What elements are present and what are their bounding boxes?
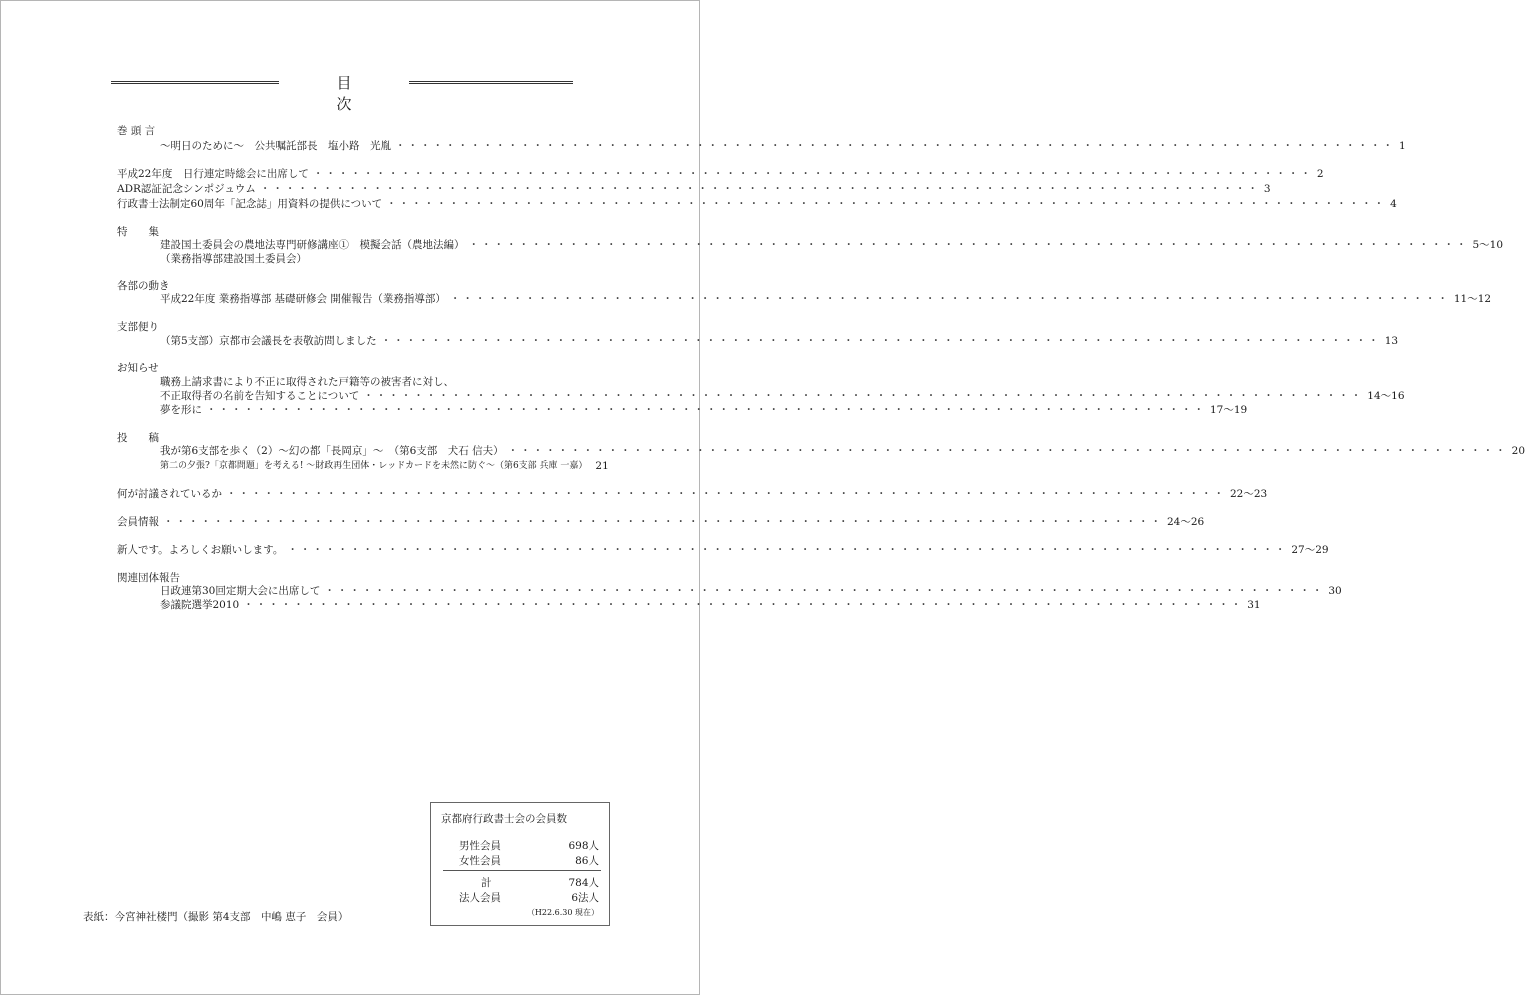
section-heading: 各部の動き (117, 280, 170, 292)
entry-title: 参議院選挙2010 (160, 599, 240, 611)
entry-title: 夢を形に (160, 404, 202, 416)
member-value: 86人 (575, 855, 599, 867)
toc-entry[interactable] (160, 444, 1525, 458)
dot-leader: ・・・・・・・・・・・・・・・・・・・・・・・・・・・・・・・・・・・・・・・・・・・・・・・・・・・・・・・・・・・・・・・・・・・・・・・・・・・・・・・・ (312, 168, 1313, 180)
dot-leader: ・・・・・・・・・・・・・・・・・・・・・・・・・・・・・・・・・・・・・・・・・・・・・・・・・・・・・・・・・・・・・・・・・・・・・・・・・・・・・・・・ (226, 488, 1226, 500)
member-divider (443, 870, 601, 871)
dot-leader: ・・・・・・・・・・・・・・・・・・・・・・・・・・・・・・・・・・・・・・・・・・・・・・・・・・・・・・・・・・・・・・・・・・・・・・・・・・・・・・・・ (449, 293, 1450, 305)
toc-title-row (111, 72, 573, 113)
entry-title: （第5支部）京都市会議長を表敬訪問しました (160, 335, 377, 347)
member-label: 男性会員 (459, 840, 501, 852)
entry-title: 会員情報 (117, 516, 159, 528)
toc-entry[interactable] (117, 197, 1397, 211)
entry-page: 13 (1384, 335, 1399, 347)
toc-entry[interactable] (160, 403, 1248, 417)
toc-entry[interactable] (160, 292, 1492, 306)
entry-page: 4 (1390, 198, 1397, 210)
member-count-box (430, 802, 610, 926)
entry-page: 30 (1328, 585, 1342, 597)
dot-leader: ・・・・・・・・・・・・・・・・・・・・・・・・・・・・・・・・・・・・・・・・・・・・・・・・・・・・・・・・・・・・・・・・・・・・・・・・・・・・・・・・ (395, 140, 1395, 152)
member-value: 784人 (568, 877, 599, 889)
dot-leader: ・・・・・・・・・・・・・・・・・・・・・・・・・・・・・・・・・・・・・・・・・・・・・・・・・・・・・・・・・・・・・・・・・・・・・・・・・・・・・・・・ (206, 404, 1206, 416)
member-row-corp (459, 890, 599, 905)
section-heading: 投 稿 (117, 432, 159, 444)
member-note: （H22.6.30 現在） (526, 908, 599, 917)
entry-title: 何が討議されているか (117, 488, 222, 500)
entry-title: 行政書士法制定60周年「記念誌」用資料の提供について (117, 198, 383, 210)
cover-caption: 表紙：今宮神社楼門（撮影 第4支部 中嶋 恵子 会員） (83, 911, 349, 923)
entry-title: 第二の夕張?「京都問題」を考える! ～財政再生団体・レッドカードを未然に防ぐ～（第6支部 兵庫 一嘉） (160, 461, 588, 471)
toc-entry[interactable] (160, 389, 1405, 403)
section-heading: 特 集 (117, 226, 159, 238)
toc-entry[interactable] (160, 334, 1399, 348)
entry-title: 建設国土委員会の農地法専門研修講座① 模擬会話（農地法編） (160, 239, 465, 251)
member-label: 計 (481, 877, 492, 889)
member-value: 6法人 (571, 892, 599, 904)
member-row-female (459, 853, 599, 868)
section-heading: 関連団体報告 (117, 572, 180, 584)
dot-leader: ・・・・・・・・・・・・・・・・・・・・・・・・・・・・・・・・・・・・・・・・・・・・・・・・・・・・・・・・・・・・・・・・・・・・・・・・・・・・・・・・ (468, 239, 1469, 251)
member-row-male (459, 838, 599, 853)
member-box-title: 京都府行政書士会の会員数 (441, 813, 567, 825)
entry-page: 1 (1399, 140, 1406, 152)
toc-entry[interactable] (160, 238, 1504, 252)
title-rule-left (111, 81, 279, 84)
entry-title: 平成22年度 業務指導部 基礎研修会 開催報告（業務指導部） (160, 293, 446, 305)
entry-title: ADR認証記念シンポジュウム (117, 183, 256, 195)
dot-leader: ・・・・・・・・・・・・・・・・・・・・・・・・・・・・・・・・・・・・・・・・・・・・・・・・・・・・・・・・・・・・・・・・・・・・・・・・・・・・・・・・ (287, 544, 1288, 556)
dot-leader: ・・・・・・・・・・・・・・・・・・・・・・・・・・・・・・・・・・・・・・・・・・・・・・・・・・・・・・・・・・・・・・・・・・・・・・・・・・・・・・・・ (386, 198, 1387, 210)
entry-title: 平成22年度 日行連定時総会に出席して (117, 168, 309, 180)
dot-leader: ・・・・・・・・・・・・・・・・・・・・・・・・・・・・・・・・・・・・・・・・・・・・・・・・・・・・・・・・・・・・・・・・・・・・・・・・・・・・・・・・ (324, 585, 1325, 597)
dot-leader: ・・・・・・・・・・・・・・・・・・・・・・・・・・・・・・・・・・・・・・・・・・・・・・・・・・・・・・・・・・・・・・・・・・・・・・・・・・・・・・・・ (259, 183, 1260, 195)
toc-entry[interactable] (117, 182, 1271, 196)
toc-entry[interactable] (160, 139, 1406, 153)
entry-subtitle: （業務指導部建設国土委員会） (160, 253, 307, 265)
entry-page: 20 (1511, 445, 1525, 457)
dot-leader: ・・・・・・・・・・・・・・・・・・・・・・・・・・・・・・・・・・・・・・・・・・・・・・・・・・・・・・・・・・・・・・・・・・・・・・・・・・・・・・・・ (507, 445, 1508, 457)
dot-leader: ・・・・・・・・・・・・・・・・・・・・・・・・・・・・・・・・・・・・・・・・・・・・・・・・・・・・・・・・・・・・・・・・・・・・・・・・・・・・・・・・ (363, 390, 1364, 402)
member-label: 女性会員 (459, 855, 501, 867)
section-heading: 支部便り (117, 321, 159, 333)
entry-page: 14～16 (1367, 390, 1405, 402)
entry-page: 24～26 (1167, 516, 1205, 528)
toc-title: 目 次 (336, 74, 463, 113)
entry-page: 22～23 (1230, 488, 1268, 500)
dot-leader: ・・・・・・・・・・・・・・・・・・・・・・・・・・・・・・・・・・・・・・・・・・・・・・・・・・・・・・・・・・・・・・・・・・・・・・・・・・・・・・・・ (163, 516, 1163, 528)
title-rule-right (409, 81, 573, 84)
toc-entry[interactable] (160, 459, 609, 473)
entry-page: 3 (1263, 183, 1271, 195)
toc-entry[interactable] (160, 598, 1261, 612)
toc-entry[interactable] (117, 515, 1205, 529)
entry-page: 2 (1316, 168, 1324, 180)
entry-title: 我が第6支部を歩く（2）～幻の都「長岡京」～ （第6支部 犬石 信夫） (160, 445, 504, 457)
entry-title: 日政連第30回定期大会に出席して (160, 585, 321, 597)
entry-page: 31 (1247, 599, 1261, 611)
member-row-total (459, 875, 599, 890)
section-heading: お知らせ (117, 362, 159, 374)
member-label: 法人会員 (459, 892, 501, 904)
entry-title: ～明日のために～ 公共嘱託部長 塩小路 光胤 (160, 140, 391, 152)
entry-page: 21 (595, 460, 609, 472)
toc-entry[interactable] (117, 543, 1329, 557)
entry-page: 17～19 (1210, 404, 1248, 416)
dot-leader: ・・・・・・・・・・・・・・・・・・・・・・・・・・・・・・・・・・・・・・・・・・・・・・・・・・・・・・・・・・・・・・・・・・・・・・・・・・・・・・・・ (380, 335, 1381, 347)
entry-page: 11～12 (1453, 293, 1492, 305)
entry-page: 5～10 (1472, 239, 1504, 251)
toc-entry[interactable] (117, 167, 1324, 181)
section-heading: 巻 頭 言 (117, 125, 156, 137)
member-value: 698人 (568, 840, 599, 852)
dot-leader: ・・・・・・・・・・・・・・・・・・・・・・・・・・・・・・・・・・・・・・・・・・・・・・・・・・・・・・・・・・・・・・・・・・・・・・・・・・・・・・・・ (243, 599, 1244, 611)
toc-entry[interactable] (117, 487, 1268, 501)
entry-title-line: 職務上請求書により不正に取得された戸籍等の被害者に対し、 (160, 376, 454, 388)
entry-page: 27～29 (1291, 544, 1329, 556)
toc-entry[interactable] (160, 584, 1342, 598)
entry-title: 不正取得者の名前を告知することについて (160, 390, 360, 402)
entry-title: 新人です。よろしくお願いします。 (117, 544, 284, 556)
